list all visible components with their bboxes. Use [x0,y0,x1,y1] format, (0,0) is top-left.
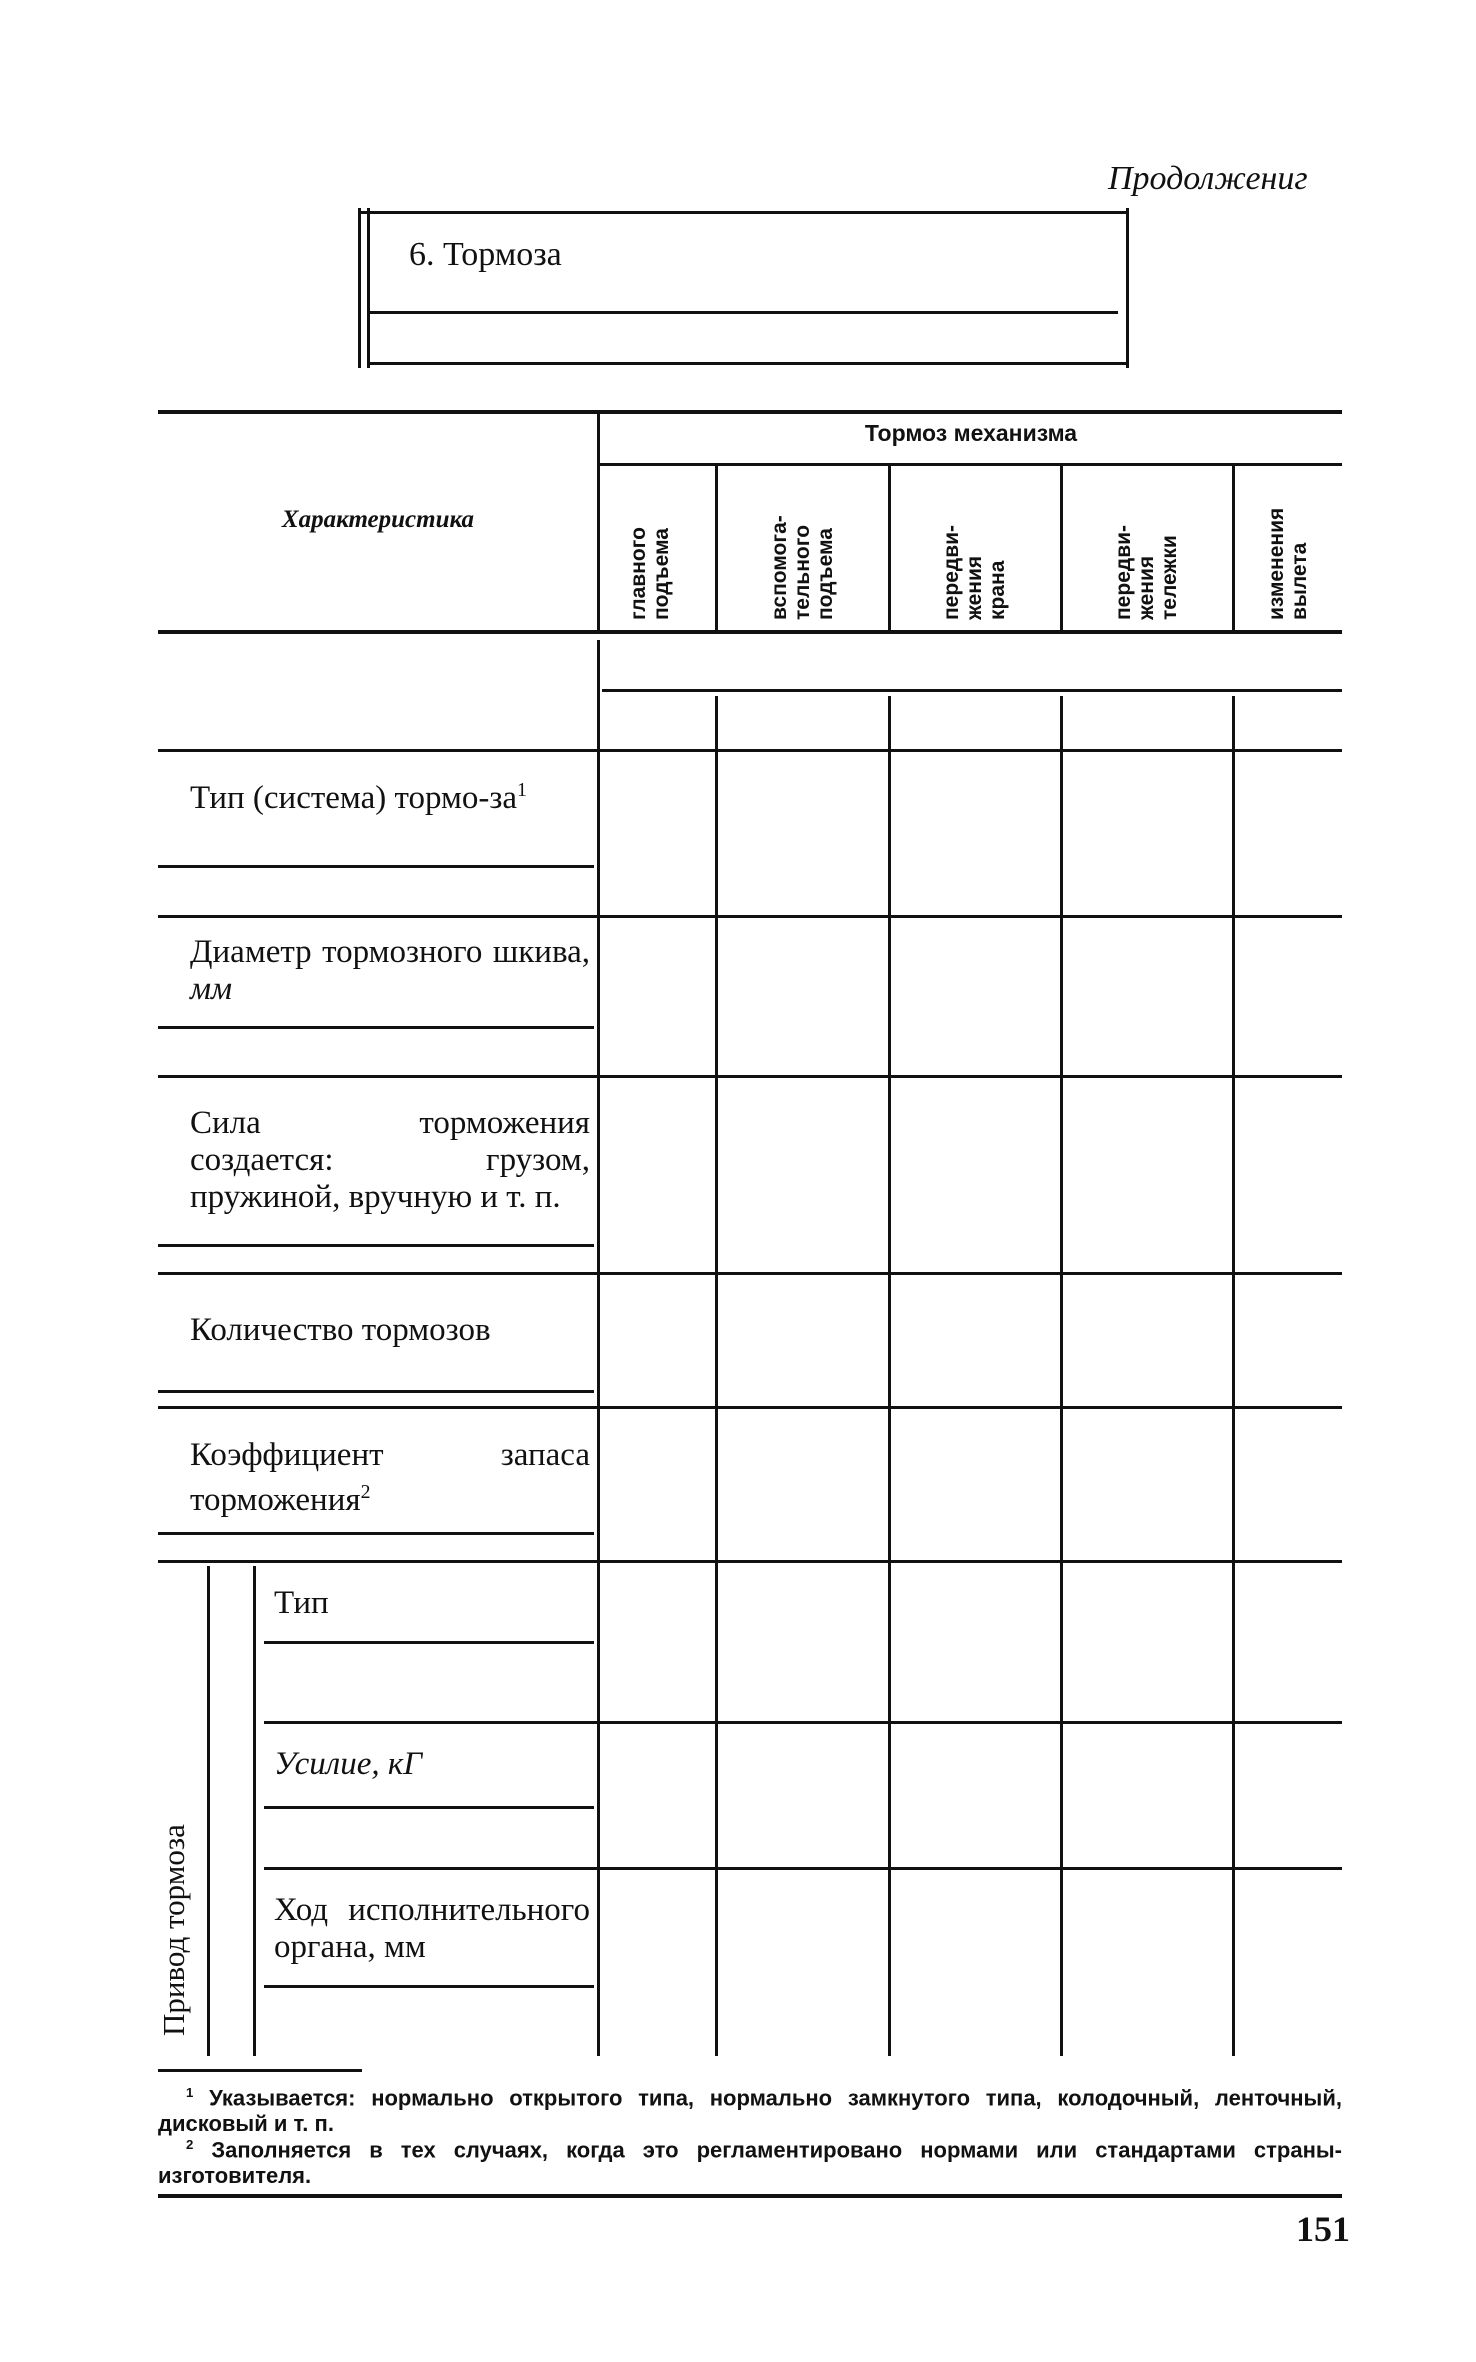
column-header-luffing: изменения вылета [1265,507,1311,620]
column-header-aux-hoist: вспомога- тельного подъема [768,515,837,620]
rule [158,630,1342,634]
rule [368,362,1126,365]
column-header-main-hoist: главного подъема [627,527,673,620]
rule [597,640,600,752]
page-number: 151 [1296,2209,1350,2249]
rule [158,1406,1342,1409]
rule [264,1806,594,1809]
footnote-1: $^1$ Указывается: нормально открытого типа, нормально замкнутого типа, колодочный, ленточный, дисковый и т. п. [158,2085,1342,2137]
rule [253,1566,256,2056]
rule [158,1560,1342,1563]
row-label-braking-force-source: Сила торможения создается: грузом, пружиной, вручную и т. п. [190,1105,590,1215]
column-header-crane-travel: передви- жения крана [940,524,1009,620]
rule [158,915,1342,918]
rule [598,463,1342,466]
rule [1232,696,1235,750]
footnote-2: $^2$ Заполняется в тех случаях, когда это регламентировано нормами или стандартами страны-изготовителя. [158,2137,1342,2189]
footnote-rule [158,2069,362,2072]
rule [888,752,891,2056]
rule [888,466,891,630]
rule [1060,752,1063,2056]
characteristic-header: Характеристика [281,506,475,533]
rule [358,208,361,368]
drive-group-label: Привод тормоза [156,1824,191,2036]
rule [888,696,891,750]
rule [264,1641,594,1644]
rule [158,1026,594,1029]
rule [360,211,1128,214]
rule [1060,466,1063,630]
rule [207,1566,210,2056]
row-label-safety-factor: Коэффициент запаса торможения$^2$ [190,1437,590,1518]
rule [158,1390,594,1393]
rule [368,311,1118,314]
rule [367,208,370,368]
group-header: Тормоз механизма [864,420,1078,446]
rule [158,865,594,868]
drive-row-label-stroke: Ход исполнительного органа, мм [274,1892,590,1965]
rule [602,689,1342,692]
row-label-brake-type: Тип (система) тормо-$за^1$ [190,779,527,816]
rule [1232,752,1235,2056]
rule [158,1244,594,1247]
section-title: 6. Тормоза [409,236,562,273]
drive-row-label-force: Усилие, кГ [274,1746,423,1782]
rule [264,1867,1342,1870]
rule [158,1272,1342,1275]
rule [715,466,718,630]
rule [715,696,718,750]
drive-row-label-type: Тип [274,1585,329,1621]
rule [264,1721,1342,1724]
rule [158,410,1342,414]
rule [158,2194,1342,2198]
column-header-trolley-travel: передви- жения тележки [1112,524,1181,620]
rule [264,1985,594,1988]
rule [1232,466,1235,630]
rule [158,1075,1342,1078]
rule [1060,696,1063,750]
rule [715,752,718,2056]
rule [158,1532,594,1535]
row-label-drum-diameter: Диаметр тормозного шкива, мм [190,934,590,1007]
row-label-brake-count: Количество тормозов [190,1312,491,1348]
rule [158,749,1342,752]
rule [597,752,600,2056]
continuation-label: Продолжениг [1108,160,1308,197]
rule [1126,208,1129,368]
